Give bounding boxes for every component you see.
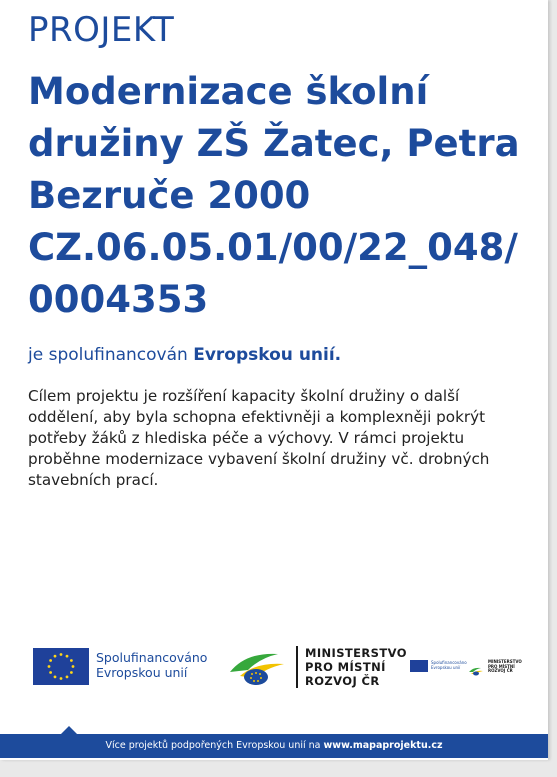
footer-text: Více projektů podpořených Evropskou unií na (105, 740, 321, 751)
logo-strip (0, 640, 548, 700)
footer-notch (61, 726, 77, 734)
eu-flag-icon (33, 648, 89, 685)
ministry-logo-icon (226, 646, 290, 688)
eu-flag-small-icon (410, 660, 428, 672)
project-title: Modernizace školní družiny ZŠ Žatec, Petra Bezruče 2000 CZ.06.05.01/00/22_048/0004353 (28, 70, 520, 321)
ministry-name: MINISTERSTVO PRO MÍSTNÍ ROZVOJ ČR (305, 646, 407, 688)
eu-cofinanced-text: Spolufinancováno Evropskou unií (96, 650, 208, 680)
ministry-logo-small-icon (468, 661, 484, 671)
cofinancing-emphasis: Evropskou unií. (193, 345, 342, 365)
project-description: Cílem projektu je rozšíření kapacity školní družiny o další oddělení, aby byla schopna efektivněji a komplexněji pokrýt potřeby žáků z hlediska péče a výchovy. V rámci projektu proběhne modernizace vybavení školní družiny vč. drobných stavebních prací. (28, 387, 490, 489)
ministry-divider (296, 646, 298, 688)
ministry-name-small: MINISTERSTVO PRO MÍSTNÍ ROZVOJ ČR (488, 659, 522, 673)
eu-cofinanced-small-text: Spolufinancováno Evropskou unií (431, 660, 467, 670)
cofinancing-line (28, 345, 341, 365)
footer-bar (0, 734, 548, 758)
footer-link[interactable]: www.mapaprojektu.cz (323, 740, 443, 751)
poster-label: PROJEKT (28, 10, 175, 50)
cofinancing-prefix: je spolufinancován (28, 345, 188, 365)
